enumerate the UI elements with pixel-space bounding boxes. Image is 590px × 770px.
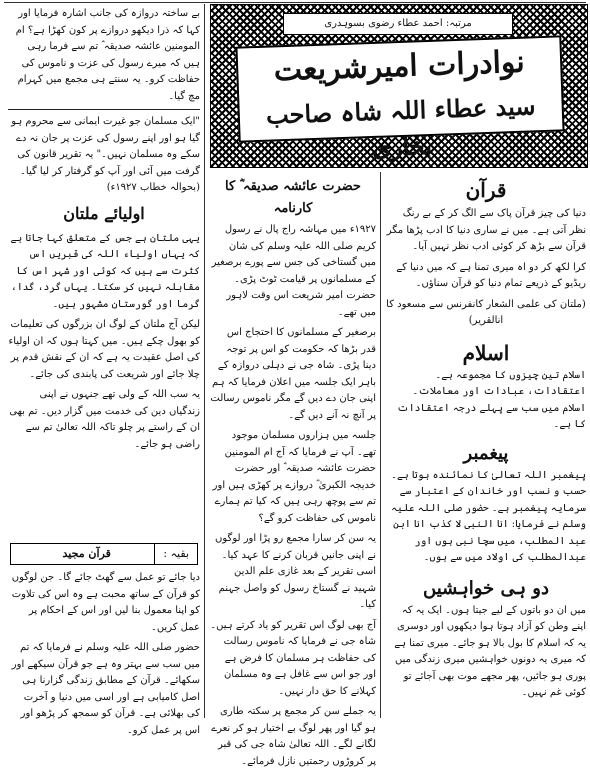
left-top-paragraph-2: "ایک مسلمان جو غیرت ایمانی سے محروم ہو گیا ہو اور اپنے رسول کی عزت پر جان نہ دے سکے وہ مسلمان نہیں۔" یہ تقریر قانون کی گرفت میں آئی اور آپ کو گرفتار کر لیا گیا۔ (بحوالہ خطاب ۱۹۲۷ء) [11, 116, 200, 193]
quran-heading: قرآن [465, 178, 507, 202]
islam-paragraph: اسلام تین چیزوں کا مجموعہ ہے۔ اعتقادات، عبادات اور معاملات۔ اسلام میں سب سے پہلے درجہ اعتقادات کا ہے۔ [397, 369, 586, 430]
wishes-paragraph: میں ان دو باتوں کے لیے جیتا ہوں۔ ایک یہ کہ اپنے وطن کو آزاد ہوتا ہوا دیکھوں اور دوسری یہ کہ اسلام کا بول بالا ہو جائے۔ میری تمنا ہے کہ میری یہ دونوں خواہشیں میری زندگی میں پوری ہو جائیں، پھر مجھے موت بھی آجائے تو کوئی غم نہیں۔ [394, 604, 586, 698]
aisha-paragraph-2: برصغیر کے مسلمانوں کا احتجاج اس قدر بڑھا کہ حکومت کو اس پر توجہ دینا پڑی۔ شاہ جی نے دہلی دروازہ کے باہر ایک جلسہ میں اعلان فرمایا کہ ہم اپنی جان دے دیں گے مگر ناموس رسالت پر آنچ نہ آنے دیں گے۔ [210, 327, 376, 421]
quran-continued-paragraph-1: دیا جائے تو عمل سے گھٹ جائے گا۔ جن لوگوں کو قرآن کے ساتھ محبت ہے وہ اس کی تلاوت کو اپنا معمول بنا لیں اور اس کے احکام پر عمل کریں۔ [11, 572, 200, 633]
wishes-heading: دو ہی خواہشیں [423, 577, 549, 599]
banner-title-box [235, 35, 564, 163]
continued-label: بقیہ : [154, 544, 197, 564]
left-divider-1 [8, 109, 200, 110]
saints-heading: اولیائے ملتان [63, 203, 145, 223]
column-divider-right [380, 172, 381, 718]
middle-column [210, 176, 376, 767]
aisha-paragraph-5: آج بھی لوگ اس تقریر کو یاد کرتے ہیں۔ شاہ جی نے فرمایا کہ ناموس رسالت کی حفاظت ہر مسلمان کا فرض ہے اور جو اس سے غافل ہے وہ مسلمان کہلانے کا حق دار نہیں۔ [210, 619, 376, 697]
left-bottom-column [8, 570, 200, 736]
prophet-heading: پیغمبر [463, 442, 509, 464]
quran-paragraph-1: دنیا کی چیز قرآن پاک سے الگ کر کے بے رنگ نظر آتی ہے۔ میں نے ساری دنیا کا ادب پڑھا مگر قرآن سے بڑھ کر کوئی ادب نظر نہیں آیا۔ [386, 208, 586, 252]
right-column [386, 176, 586, 718]
top-border [4, 2, 586, 3]
saints-paragraph-1: یہی ملتان ہے جس کے متعلق کہا جاتا ہے کہ یہاں اولیاء اللہ کی قبریں اس کثرت سے ہیں کہ کوئی اور شہر اس کا مقابلہ نہیں کر سکتا۔ یہاں گرد، گدا، گرما اور گورستان مشہور ہیں۔ [10, 232, 200, 310]
saints-paragraph-2: لیکن آج ملتان کے لوگ ان بزرگوں کی تعلیمات کو بھول چکے ہیں۔ میں کہتا ہوں کہ ان اولیاء کی اصل عقیدت یہ ہے کہ ان کے نقش قدم پر چلا جائے اور شریعت کی پابندی کی جائے۔ [8, 319, 200, 380]
banner-credit: مرتبہ: احمد عطاء رضوی بسوہدری [283, 13, 513, 35]
continued-title: قرآن مجید [62, 547, 111, 560]
banner-title: نوادرات امیرشریعت [273, 44, 526, 89]
column-divider-left [204, 4, 205, 718]
continued-label-box [10, 543, 198, 565]
aisha-paragraph-6: یہ جملے سن کر مجمع پر سکتہ طاری ہو گیا اور پھر لوگ بے اختیار ہو کر نعرے لگانے لگے۔ اللہ تعالیٰ شاہ جی کی قبر پر کروڑوں رحمتیں نازل فرمائے۔ [211, 706, 376, 767]
left-column [8, 6, 200, 538]
islam-heading: اسلام [462, 340, 510, 365]
aisha-paragraph-3: جلسہ میں ہزاروں مسلمان موجود تھے۔ آپ نے فرمایا کہ آج ام المومنین حضرت عائشہ صدیقہ ؓ اور حضرت خدیجہ الکبریٰ ؓ دروازے پر کھڑی ہیں اور تم سے پوچھ رہی ہیں کہ کیا تم ہمارے ناموس کی حفاظت کرو گے؟ [212, 430, 376, 524]
aisha-paragraph-1: ۱۹۲۷ء میں مہاشہ راج پال نے رسول کریم صلی اللہ علیہ وسلم کی شان میں گستاخی کی جس سے پورے برصغیر کے مسلمانوں پر قیامت ٹوٹ پڑی۔ حضرت امیر شریعت اس وقت لاہور میں تھے۔ [211, 224, 376, 318]
quran-citation: (ملتان کی علمی الشعار کانفرنس سے مسعود کا انالقریر) [386, 298, 586, 326]
prophet-paragraph: پیغمبر اللہ تعالیٰ کا نمائندہ ہوتا ہے۔ حسب و نسب اور خاندان کے اعتبار سے سرمایہ پیغمبر ہے۔ حضور صلی اللہ علیہ وسلم نے فرمایا: انا النبی لا کذب انا ابن عبد المطلب، میں سچا نبی ہوں اور عبدالمطلب کی اولاد میں سے ہوں۔ [391, 469, 586, 563]
banner-subtitle: سید عطاء اللہ شاہ صاحب بخاری [265, 91, 536, 163]
quran-paragraph-2: کرا لکھ کر دو اہ میری تمنا ہے کہ میں دنیا کے ریڈیو کے ذریعے تمام دنیا کو قرآن سناؤں۔ [396, 261, 586, 289]
quran-continued-paragraph-2: حضور صلی اللہ علیہ وسلم نے فرمایا کہ تم میں سب سے بہتر وہ ہے جو قرآن سیکھے اور سکھائے۔ قرآن کے مطابق زندگی گزارنا ہی اصل کامیابی ہے اور اسی میں دنیا و آخرت کی بھلائی ہے۔ قرآن کو سمجھ کر پڑھو اور اس پر عمل کرو۔ [11, 642, 200, 736]
aisha-heading: حضرت عائشہ صدیقہ ؓ کا کارنامہ [225, 179, 361, 216]
saints-paragraph-3: یہ سب اللہ کے ولی تھے جنہوں نے اپنی زندگیاں دین کی خدمت میں گزار دیں۔ تم بھی ان کے راستے پر چلو تاکہ اللہ تعالیٰ تم سے راضی ہو جائے۔ [9, 389, 200, 450]
aisha-paragraph-4: یہ سن کر سارا مجمع رو پڑا اور لوگوں نے اپنی جانیں قربان کرنے کا عہد کیا۔ اسی تقریر کے بعد غازی علم الدین شہید نے گستاخ رسول کو واصل جہنم کیا۔ [215, 533, 376, 610]
title-banner [210, 4, 588, 168]
left-top-paragraph-1: بے ساختہ دروازہ کی جانب اشارہ فرمایا اور کہا کہ ذرا دیکھو دروازے پر کون کھڑا ہے؟ ام المومنین عائشہ صدیقہ ؓ تم سے فرما رہی ہیں کہ میرے رسول کی عزت و ناموس کی حفاظت کرو۔ یہ سنتے ہی مجمع میں کہرام مچ گیا۔ [15, 8, 200, 102]
